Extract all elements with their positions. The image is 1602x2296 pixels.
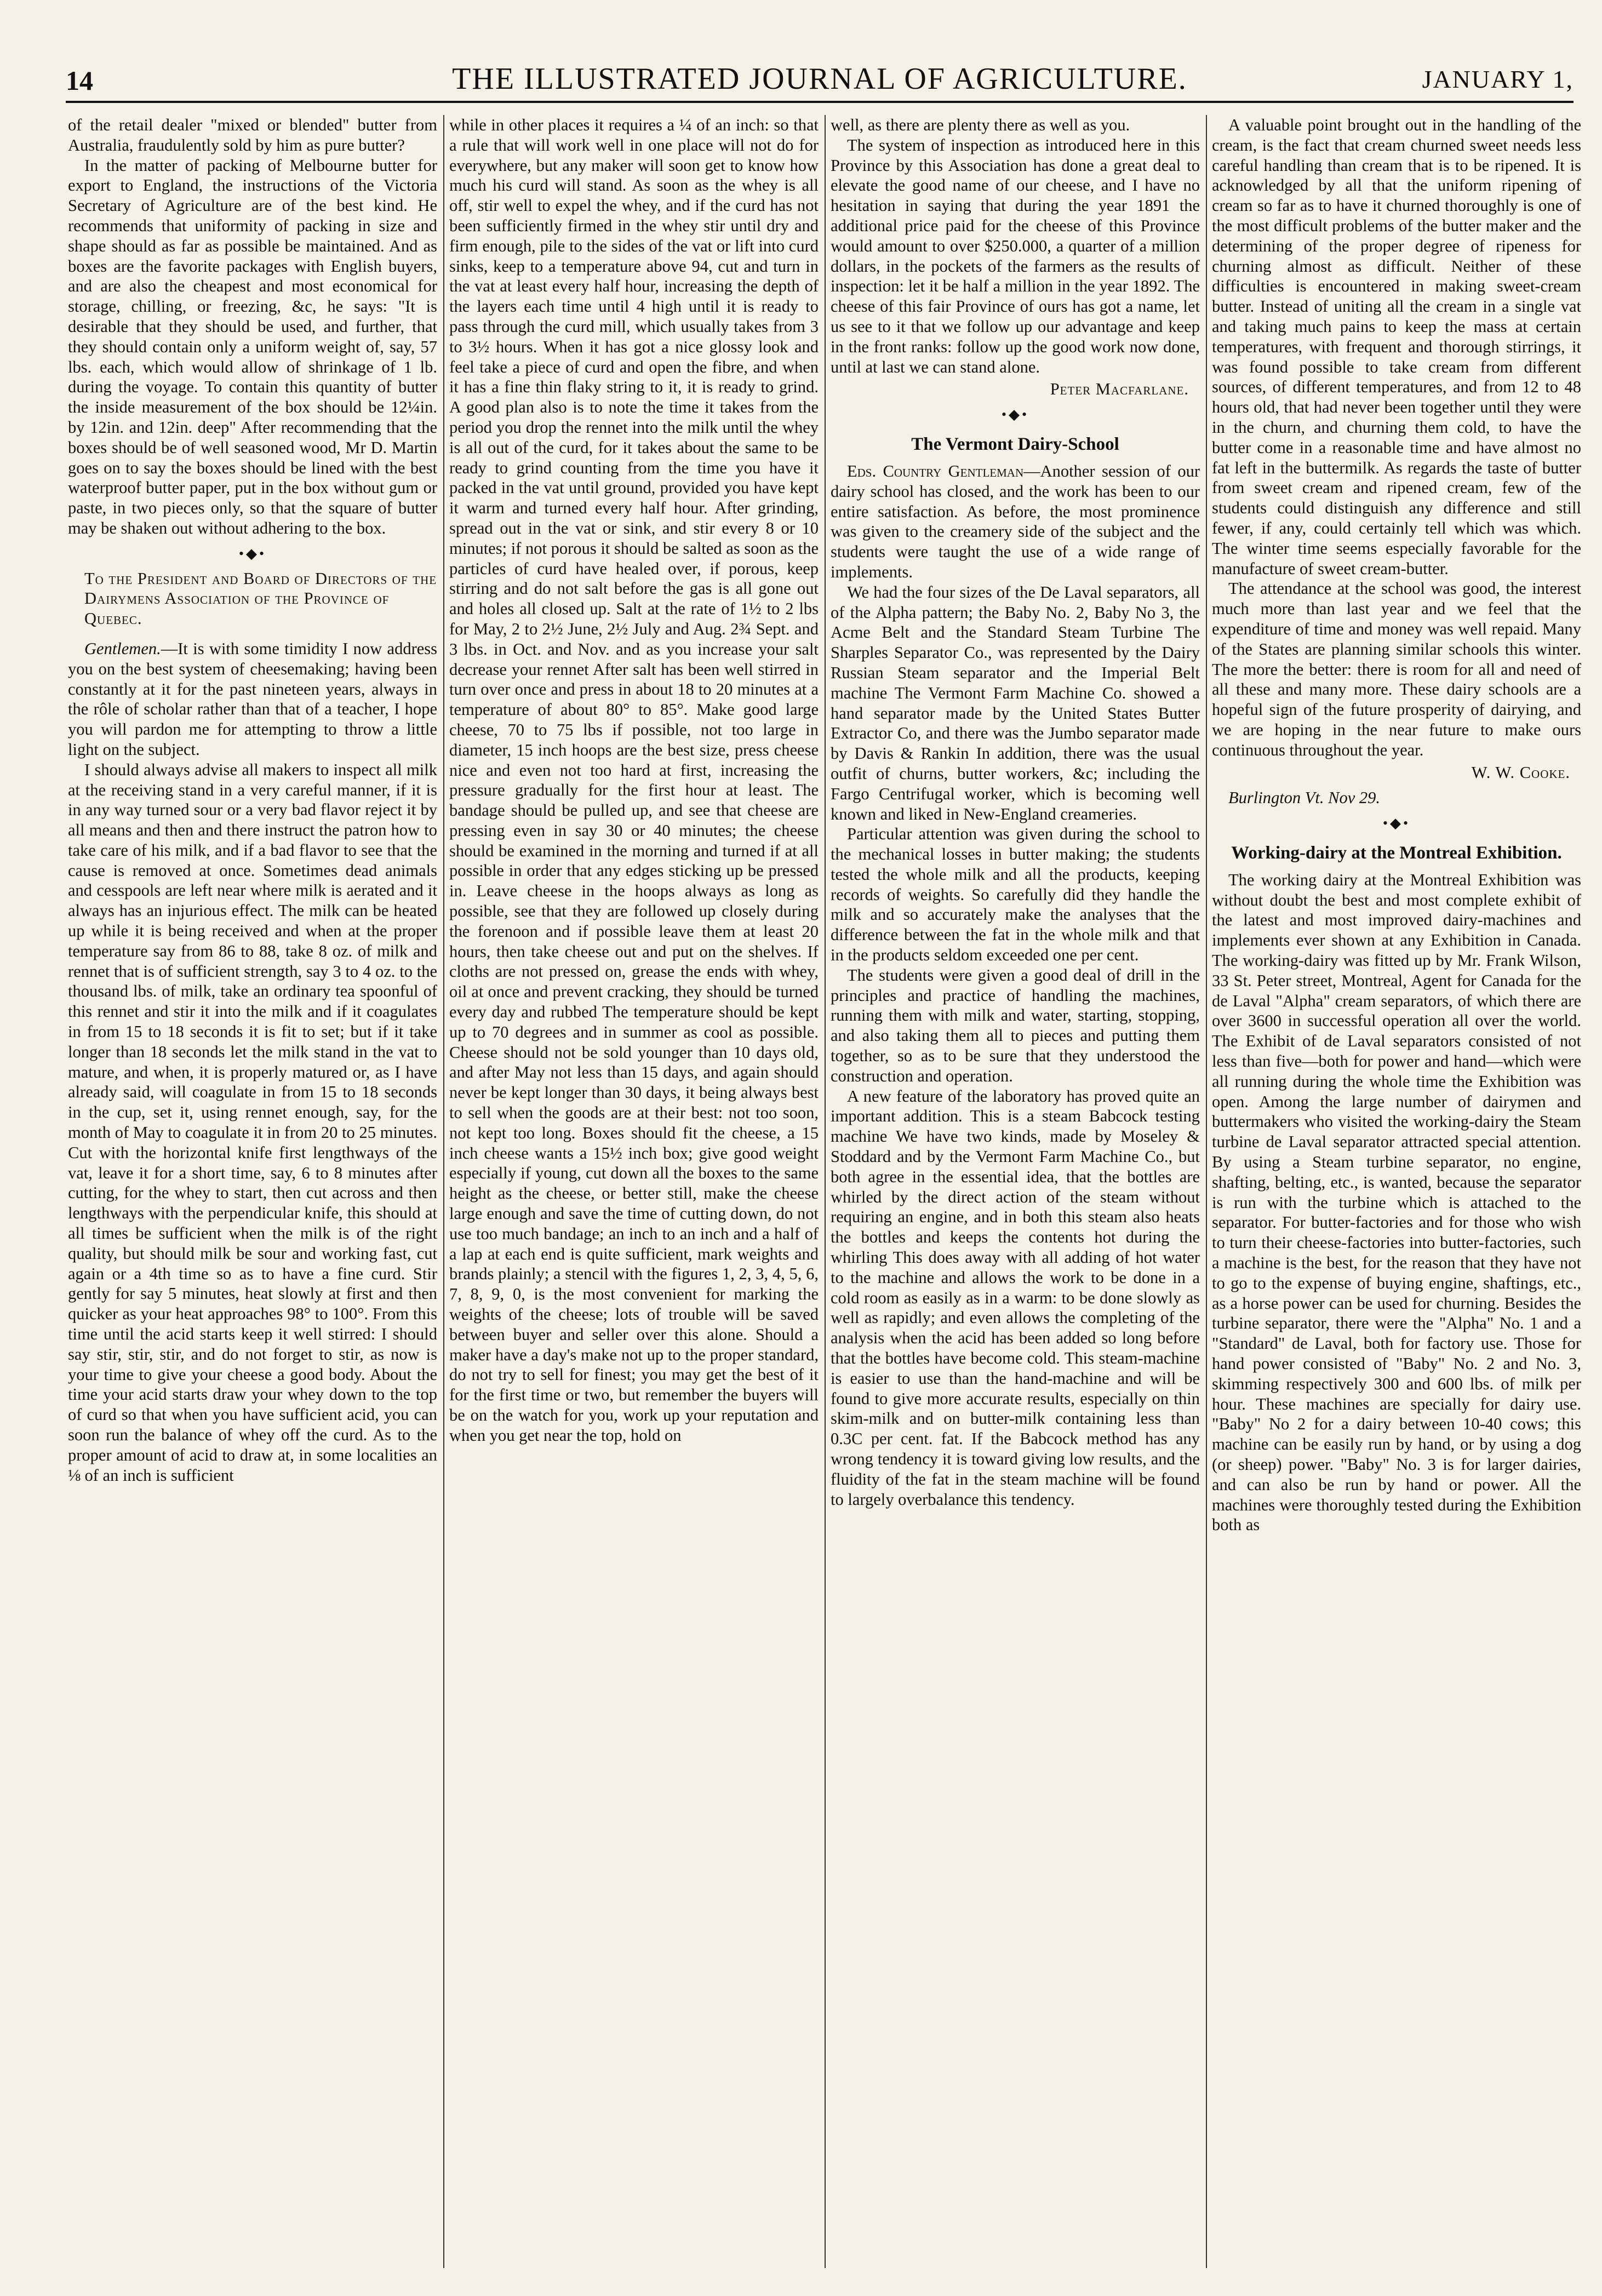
column-rule [1206, 115, 1207, 2268]
issue-date: JANUARY 1, [1422, 65, 1574, 93]
signature: Peter Macfarlane. [1050, 380, 1189, 399]
column-1 [68, 115, 437, 2274]
column-rule [443, 115, 444, 2268]
letter-lead: Eds. Country Gentleman [847, 461, 1024, 480]
paragraph: We had the four sizes of the De Laval separators, all of the Alpha pattern; the Baby No. 2, Baby No 3, the Acme Belt and the Standard Steam Turbine The Sharples Separator Co., was represented by the Dairy Russian Steam separator and the Imperial Belt machine The Vermont Farm Machine Co. showed a hand separator made by the United States Butter Extractor Co, and there was the Jumbo separator made by Davis & Rankin In addition, there was the usual outfit of churns, butter workers, &c; including the Fargo Centrifugal worker, which is becoming well known and liked in New-England creameries. [831, 582, 1200, 823]
dateline: Burlington Vt. Nov 29. [1228, 788, 1381, 808]
paragraph: of the retail dealer "mixed or blended" butter from Australia, fraudulently sold by him as pure butter? [68, 116, 437, 154]
column-rule [825, 115, 826, 2268]
paragraph: The students were given a good deal of drill in the principles and practice of handling the machines, running them with milk and water, starting, stopping, and also taking them all to pieces and putting them together, so as to be sure that they understood the construction and operation. [831, 965, 1200, 1085]
signature: W. W. Cooke. [1471, 763, 1570, 782]
journal-title: THE ILLUSTRATED JOURNAL OF AGRICULTURE. [452, 62, 1187, 96]
letter-address: To the President and Board of Directors of the Dairymens Association of the Province of Quebec. [84, 569, 437, 628]
paragraph: A valuable point brought out in the handling of the cream, is the fact that cream churned sweet needs less careful handling than cream that is to be ripened. It is acknowledged by all that the uniform ripening of cream so far as to have it churned thoroughly is one of the most difficult problems of the butter maker and the determining of the proper degree of ripeness for churning almost as difficult. Neither of these difficulties is encountered in making sweet-cream butter. Instead of uniting all the cream in a single vat and taking much pains to keep the mass at certain temperatures, with frequent and thorough stirrings, it was found possible to take cream from different sources, of different temperatures, and from 12 to 48 hours old, that had never been together until they were in the churn, and churning them cold, to have the butter come in a reasonable time and have almost no fat left in the buttermilk. As regards the taste of butter from sweet cream and ripened cream, few of the students could distinguish any difference and still fewer, if any, could certainly tell which was which. The winter time seems especially favorable for the manufacture of sweet cream-butter. [1212, 116, 1581, 578]
page-header [66, 57, 1574, 103]
article-heading: Working-dairy at the Montreal Exhibition. [1231, 843, 1562, 863]
column-2 [449, 115, 819, 2274]
paragraph: I should always advise all makers to inspect all milk at the receiving stand in a very careful manner, if it is in any way turned sour or a very bad flavor reject it by all means and then and there instruct the patron how to take care of his milk, and if a bad flavor to see that the cause is removed at once. Sometimes dead animals and cesspools are left near where milk is aerated and it always has an injurious effect. The milk can be heated up while it is being received and when at the proper temperature say from 86 to 88, take 8 oz. of milk and rennet that is of sufficient strength, say 3 to 4 oz. to the thousand lbs. of milk, take an ordinary tea spoonful of this rennet and stir it into the milk and if it coagulates in from 15 to 18 seconds it is fit to set; but if it take longer than 18 seconds let the milk stand in the vat to mature, and when, it is properly matured or, as I have already said, will coagulate in from 15 to 18 seconds in the cup, set it, using rennet enough, say, for the month of May to coagulate it in from 20 to 25 minutes. Cut with the horizontal knife first lengthways of the vat, leave it for a short time, say, 6 to 8 minutes after cutting, for the whey to start, then cut across and then lengthways with the perpendicular knife, this should at all times be sufficient when the milk is of the right quality, but should milk be sour and working fast, cut again or a 4th time so as to have a fine curd. Stir gently for say 5 minutes, heat slowly at first and then quicker as your heat approaches 98° to 100°. From this time until the acid starts keep it well stirred: I should say stir, stir, stir, and do not forget to stir, as now is your time to give your cheese a good body. About the time your acid starts draw your whey down to the top of curd so that when you have sufficient acid, you can soon run the balance of whey off the curd. As to the proper amount of acid to draw at, in some localities an ⅛ of an inch is sufficient [68, 760, 437, 1485]
paragraph [68, 639, 437, 760]
page-number: 14 [66, 65, 93, 96]
column-3 [831, 115, 1200, 2274]
article-heading: The Vermont Dairy-School [911, 434, 1119, 454]
section-separator: •◆• [1001, 406, 1029, 423]
paragraph: well, as there are plenty there as well as you. [831, 116, 1130, 134]
paragraph: The working dairy at the Montreal Exhibition was without doubt the best and most complete exhibit of the latest and most improved dairy-machines and implements ever shown at any Exhibition in Canada. The working-dairy was fitted up by Mr. Frank Wilson, 33 St. Peter street, Montreal, Agent for Canada for the de Laval "Alpha" cream separators, of which there are over 3600 in successful operation all over the world. The Exhibit of de Laval separators consisted of not less than five—both for power and hand—which were all running during the whole time the Exhibition was open. Among the large number of dairymen and buttermakers who visited the working-dairy the Steam turbine de Laval separator attracted special attention. By using a Steam turbine separator, no engine, shafting, belting, etc., is wanted, because the separator is run with the turbine which is attached to the separator. For butter-factories and for those who wish to turn their cheese-factories into butter-factories, such a machine is the best, for the reason that they have not to go to the expense of buying engine, shaftings, etc., as a horse power can be used for churning. Besides the turbine separator, there were the "Alpha" No. 1 and a "Standard" de Laval, both for factory use. Those for hand power consisted of "Baby" No. 2 and No. 3, skimming respectively 300 and 600 lbs. of milk per hour. These machines are specially for dairy use. "Baby" No 2 for a dairy between 10-40 cows; this machine can be easily run by hand, or by using a dog (or sheep) power. "Baby" No. 3 is for larger dairies, and can also be run by hand or power. All the machines were thoroughly tested during the Exhibition both as [1212, 870, 1581, 1535]
section-separator: •◆• [1382, 815, 1411, 832]
section-separator: •◆• [238, 545, 267, 562]
paragraph [831, 461, 1200, 582]
paragraph-text: —It is with some timidity I now address you on the best system of cheesemaking; having been constantly at it for the past nineteen years, always in the rôle of scholar rather than that of a teacher, I hope you will pardon me for attempting to throw a little light on the subject. [68, 639, 437, 759]
column-4 [1212, 115, 1581, 2274]
paragraph: The system of inspection as introduced here in this Province by this Association has done a great deal to elevate the good name of our cheese, and I have no hesitation in saying that during the year 1891 the additional price paid for the cheese of this Province would amount to over $250.000, a quarter of a million dollars, in the pockets of the farmers as the results of inspection: let it be half a million in the year 1892. The cheese of this fair Province of ours has got a name, let us see to it that we follow up our advantage and keep in the front ranks: follow up the good work now done, until at last we can stand alone. [831, 135, 1200, 376]
paragraph: A new feature of the laboratory has proved quite an important addition. This is a steam Babcock testing machine We have two kinds, made by Moseley & Stoddard and by the Vermont Farm Machine Co., but both agree in the essential idea, that the bottles are whirled by the direct action of the steam without requiring an engine, and in both this steam also heats the bottles and keeps the contents hot during the whirling This does away with all adding of hot water to the machine and allows the work to be done in a cold room as easily as in a warm: to be done slowly as well as rapidly; and even allows the completing of the analysis when the acid has been added so long before that the bottles have become cold. This steam-machine is easier to use than the hand-machine and will be found to give more accurate results, especially on thin skim-milk and on butter-milk containing less than 0.3C per cent. fat. If the Babcock method has any wrong tendency it is toward giving low results, and the fluidity of the fat in the steam machine will be found to largely overbalance this tendency. [831, 1086, 1200, 1509]
paragraph: Particular attention was given during the school to the mechanical losses in butter making; the students tested the whole milk and all the products, keeping records of weights. So carefully did they handle the milk and so accurately make the analyses that the difference between the fat in the whole milk and that in the products seldom exceeded one per cent. [831, 825, 1200, 965]
paragraph: The attendance at the school was good, the interest much more than last year and we feel that the expenditure of time and money was well repaid. Many of the States are planning similar schools this winter. The more the better: there is room for all and need of all these and many more. These dairy schools are a hopeful sign of the future prosperity of dairying, and we are hoping in the near future to make ours continuous throughout the year. [1212, 579, 1581, 759]
paragraph: In the matter of packing of Melbourne butter for export to England, the instructions of the Victoria Secretary of Agriculture are of the best kind. He recommends that uniformity of packing in size and shape should as far as possible be maintained. And as boxes are the favorite packages with English buyers, and are also the cheapest and most economical for storage, chilling, or freezing, &c, he says: "It is desirable that they should be used, and further, that they should contain only a uniform weight of, say, 57 lbs. each, which would allow of shrinkage of 1 lb. during the voyage. To contain this quantity of butter the inside measurement of the box should be 12¼in. by 12in. and 12in. deep" After recommending that the boxes should be of well seasoned wood, Mr D. Martin goes on to say the boxes should be lined with the best waterproof butter paper, put in the box without gum or paste, in two pieces only, so that the square of butter may be shaken out without adhering to the box. [68, 156, 437, 537]
paragraph: while in other places it requires a ¼ of an inch: so that a rule that will work well in one place will not do for everywhere, but any maker will soon get to know how much his curd will stand. As soon as the whey is all off, stir well to expel the whey, and if the curd has not been sufficiently firmed in the whey stir until dry and firm enough, pile to the sides of the vat or lift into curd sinks, keep to a temperature above 94, cut and turn in the vat at least every half hour, increasing the depth of the layers each time until 4 high until it is ready to pass through the curd mill, which usually takes from 3 to 3½ hours. When it has got a nice glossy look and feel take a piece of curd and open the fibre, and when it has a fine thin flaky string to it, it is ready to grind. A good plan also is to note the time it takes from the period you drop the rennet into the milk until the whey is all out of the curd, for it takes about the same to be ready to grind counting from the time you have it packed in the vat until ground, provided you have kept it warm and turned every half hour. After grinding, spread out in the vat or sink, and stir every 8 or 10 minutes; if not porous it should be salted as soon as the particles of curd have healed over, if porous, keep stirring and do not salt before the gas is all gone out and holes all closed up. Salt at the rate of 1½ to 2 lbs for May, 2 to 2½ June, 2½ July and Aug. 2¾ Sept. and 3 lbs. in Oct. and Nov. and as you increase your salt decrease your rennet After salt has been well stirred in turn over once and press in about 18 to 20 minutes at a temperature of about 80° to 85°. Make good large cheese, 70 to 75 lbs if possible, not too large in diameter, 15 inch hoops are the best size, press cheese nice and even not too hard at first, increasing the pressure gradually for the first hour at least. The bandage should be pulled up, and see that cheese are pressing even in say 30 or 40 minutes; the cheese should be examined in the morning and turned if at all possible in order that any edges sticking up be pressed in. Leave cheese in the hoops always as long as possible, see that they are followed up closely during the forenoon and if possible leave them at least 20 hours, then take cheese out and put on the shelves. If cloths are not pressed on, grease the ends with whey, oil at once and prevent cracking, they should be turned every day and rubbed The temperature should be kept up to 70 degrees and in summer as cool as possible. Cheese should not be sold younger than 10 days old, and after May not less than 15 days, and again should never be kept longer than 30 days, it being always best to sell when the goods are at their best: not too soon, not kept too long. Boxes should fit the cheese, a 15 inch cheese wants a 15½ inch box; give good weight especially if young, cut down all the boxes to the same height as the cheese, or better still, make the cheese large enough and save the time of cutting down, do not use too much bandage; an inch to an inch and a half of a lap at each end is quite sufficient, mark weights and brands plainly; a stencil with the figures 1, 2, 3, 4, 5, 6, 7, 8, 9, 0, is the most convenient for marking the weights of the cheese; lots of trouble will be saved between buyer and seller over this alone. Should a maker have a day's make not up to the proper standard, do not try to sell for finest; you may get the best of it for the first time or two, but remember the buyers will be on the watch for you, work up your reputation and when you get near the top, hold on [449, 116, 819, 1445]
paragraph-text: —Another session of our dairy school has closed, and the work has been to our entire satisfaction. As before, the most prominence was given to the creamery side of the subject and the students were taught the use of a wide range of implements. [831, 461, 1200, 581]
salutation: Gentlemen. [84, 639, 161, 658]
